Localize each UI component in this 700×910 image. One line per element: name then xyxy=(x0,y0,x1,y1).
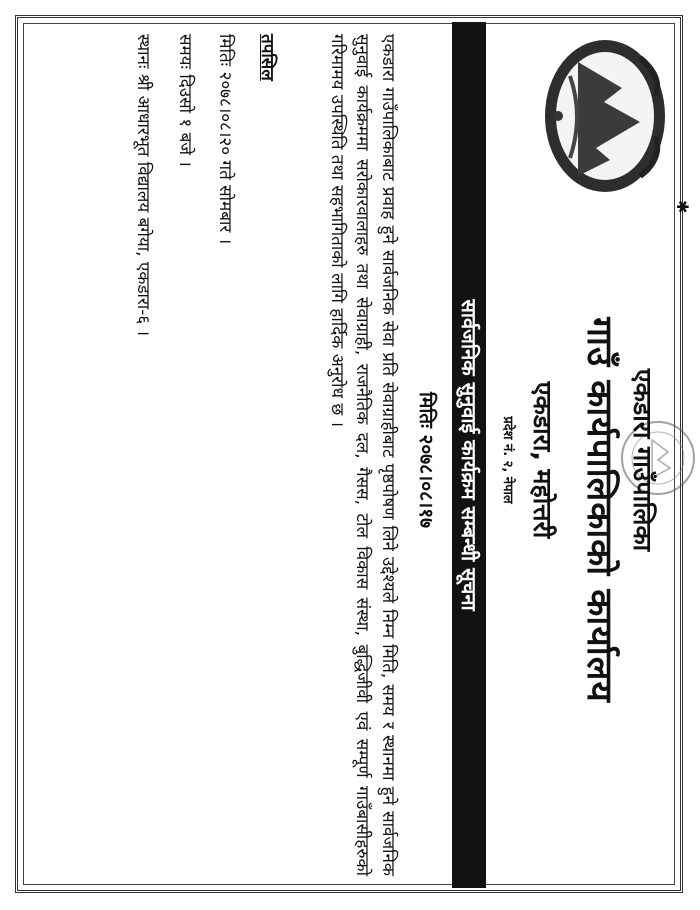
event-place-line: स्थानः श्री आधारभूत विद्यालय बगेया, एकडारा-६ । xyxy=(133,34,153,337)
event-date-line: मितिः २०७८।०८।२० गते सोमबार । xyxy=(215,34,235,245)
office-title: गाउँ कार्यपालिकाको कार्यालय xyxy=(579,317,619,703)
municipality-name: एकडारा गाउँपालिका xyxy=(628,368,657,552)
event-time-line: समयः दिउसो १ बजे । xyxy=(175,34,195,167)
office-location: एकडारा, महोत्तरी xyxy=(528,381,557,539)
star-mark: ✱ xyxy=(673,200,692,214)
province-line: प्रदेश नं. २, नेपाल xyxy=(500,416,515,504)
notice-title-banner: सार्वजनिक सुनुवाई कार्यक्रम सम्बन्धी सूचना xyxy=(452,22,486,888)
details-heading: तपसिल xyxy=(257,34,277,81)
notice-date: मितिः २०७८।०८।१७ xyxy=(415,392,437,528)
notice-body: एकडारा गाउँपालिकाबाट प्रवाह हुने सार्वजनिक सेवा प्रति सेवाग्राहीबाट पृष्ठपोषण लिने उद्देश्यले निम्न मिति, समय र स्थानमा हुने सार्वजनिक सुनुवाई कार्यक्रममा सरोकारवालाहरु तथा सेवाग्राही, राजनैतिक दल, गैसस, टोल विकास संस्था, बुद्धिजीवी एवं सम्पूर्ण गाउँबासीहरुको गरिमामय उपस्थिति तथा सहभागिताको लागि हार्दिक अनुरोध छ । xyxy=(327,34,398,876)
